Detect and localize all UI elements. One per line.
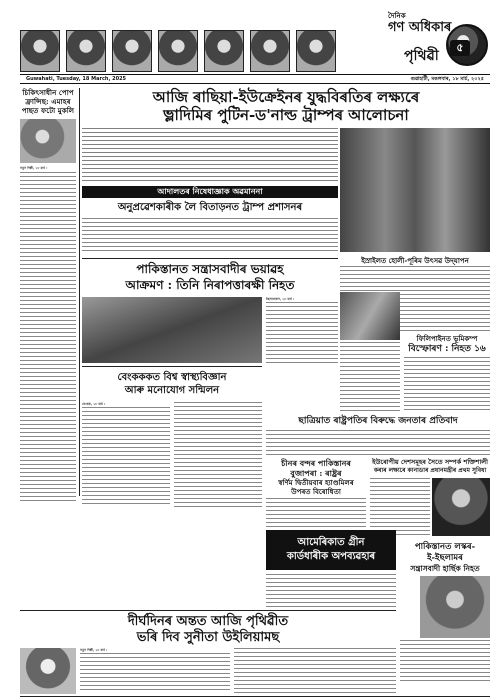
pope-byline: নতুন দিল্লী, ১৮ মাৰ্চ : <box>20 166 48 170</box>
date-assamese: গুৱাহাটী, মঙলবাৰ, ১৮ মাৰ্চ, ২০২৫ <box>410 76 484 82</box>
philippines-body-text <box>404 357 490 413</box>
canada-headline-line1: ইউৰোপীয় দেশসমূহৰ সৈতে সম্পৰ্ক শক্তিশালী <box>372 458 488 466</box>
bangladesh-headline: ছাত্ৰিয়াত ৰাষ্ট্ৰপতিৰ বিৰুদ্ধে জনতাৰ প্ৰতিবাদ <box>298 416 458 426</box>
right-side-text <box>340 342 400 412</box>
rahul-photo <box>66 30 106 72</box>
pakistan-text <box>266 297 338 364</box>
court-kicker: আদালতৰ নিষেধাজ্ঞাক অৱমাননা <box>157 186 263 196</box>
greenland-headline-line1: আমেৰিকাত গ্ৰীন <box>297 537 365 548</box>
protest-photo <box>340 292 400 340</box>
court-kicker-bar <box>82 186 338 198</box>
pakistan-headline-line2: আক্ৰমণ : তিনি নিৰাপত্তাৰক্ষী নিহত <box>125 278 295 292</box>
biden-photo <box>158 30 198 72</box>
health-headline-line1: বেংকককত বিশ্ব স্বাস্থ্যবিজ্ঞান <box>117 372 227 383</box>
pope-headline: চিকিৎসাধীন পোপ ফ্ৰান্সিছ: এমাহৰ পাছত ফটো মুকলি <box>21 88 75 115</box>
lashkar-headline-line1: পাকিস্তানত লস্কৰ- <box>414 542 476 552</box>
pakistan-headline-line1: পাকিস্তানত সন্ত্ৰাসবাদীৰ ভয়াৱহ <box>136 262 284 276</box>
left-column <box>20 88 76 496</box>
lead-headline-line1: আজি ৰাছিয়া-ইউক্ৰেইনৰ যুদ্ধবিৰতিৰ লক্ষ্যৰে <box>152 88 420 106</box>
putin-trump-photo <box>340 128 490 252</box>
paper-sub: পৃথিৱী <box>404 48 439 64</box>
sunita-byline: নতুন দিল্লী, ১৮ মাৰ্চ : <box>80 648 108 652</box>
date-english: Guwahati, Tuesday, 18 March, 2025 <box>26 76 127 82</box>
pakistan-byline: ইছলামাবাদ, ১৮ মাৰ্চ : <box>266 297 295 301</box>
china-headline-line2: বুজাপৰা : ৰাষ্ট্ৰৰ <box>290 468 342 478</box>
court-body-text <box>82 218 338 254</box>
greenland-headline-line2: কাৰ্ডধাৰীক অপব্যৱহাৰ <box>286 551 376 562</box>
health-body-text <box>82 407 170 507</box>
lashkar-headline-line2: ই-ইছলামৰ <box>427 553 463 563</box>
date-bar <box>20 74 490 84</box>
sunita-body-text-2 <box>234 648 396 694</box>
militant-photo <box>420 576 490 638</box>
health-body-text-2 <box>174 402 262 507</box>
court-headline: অনুপ্ৰৱেশকাৰীক লৈ বিতাড়নত ট্ৰাম্প প্ৰশাসনৰ <box>117 202 303 213</box>
kim-photo <box>250 30 290 72</box>
masthead <box>0 0 500 86</box>
masthead-logo <box>350 8 490 74</box>
bangladesh-body-text <box>266 430 490 456</box>
greenland-box <box>266 530 396 570</box>
sunita-headline-line2: ভৰি দিব সুনীতা উইলিয়ামছ <box>136 630 280 645</box>
paper-name: গণ অধিকাৰ <box>388 20 452 35</box>
putin-photo <box>204 30 244 72</box>
canada-body-text <box>370 478 430 538</box>
masthead-photo-strip <box>20 30 340 72</box>
person-photo <box>296 30 336 72</box>
pakistan-photo <box>82 297 262 363</box>
philippines-headline2: বিস্ফোৰণ : নিহত ১৬ <box>408 344 486 354</box>
philippines-kicker: ফিলিপাইনত ভূমিকম্প <box>416 334 478 343</box>
china-headline-line1: চীনৰ বন্দৰ পাকিস্তানৰ <box>281 458 351 468</box>
sunita-photo <box>20 648 76 694</box>
lashkar-headline-line3: সন্ত্ৰাসবাদী হাৰ্ছিক নিহত <box>410 564 480 573</box>
canada-headline-line2: কৰাৰ লক্ষ্যৰে কানাডাৰ প্ৰধানমন্ত্ৰীৰ প্ৰথম সুবিধা <box>373 467 487 474</box>
paper-prefix: দৈনিক <box>388 11 406 20</box>
health-byline: বেংকক, ১৮ মাৰ্চ : <box>82 402 106 406</box>
carney-photo <box>432 478 490 536</box>
trump-photo <box>20 30 60 72</box>
china-headline-line4: উপৰত বিৰোধিতা <box>291 487 341 496</box>
china-body-text <box>266 498 366 528</box>
pope-photo <box>20 119 76 163</box>
sunita-headline-line1: দীৰ্ঘদিনৰ অন্তত আজি পৃথিৱীত <box>127 614 289 629</box>
pope-body-text <box>20 172 76 502</box>
page-number: ৫ <box>456 40 464 54</box>
pakistan-body-text <box>266 302 338 364</box>
holi-caption: ইস্ৰাইলত হোলী-পূৰিম উৎসৱ উদ্‌যাপন <box>361 256 469 265</box>
greenland-body-text <box>266 574 396 610</box>
china-headline-line3: স্বৰ্ণিম দ্বিতীয়বাৰ হ্যাণ্ডমিলৰ <box>278 478 354 487</box>
mamata-photo <box>112 30 152 72</box>
page-number-badge <box>450 40 470 56</box>
sunita-body-text <box>80 653 230 693</box>
health-headline-line2: আৰু মনোযোগ সন্মিলন <box>124 385 220 396</box>
lead-headline-line2: ভ্লাদিমিৰ পুটিন-ড'নাল্ড ট্ৰাম্পৰ আলোচনা <box>163 106 409 124</box>
lashkar-body-text <box>400 640 490 684</box>
lead-body-text <box>82 128 338 182</box>
